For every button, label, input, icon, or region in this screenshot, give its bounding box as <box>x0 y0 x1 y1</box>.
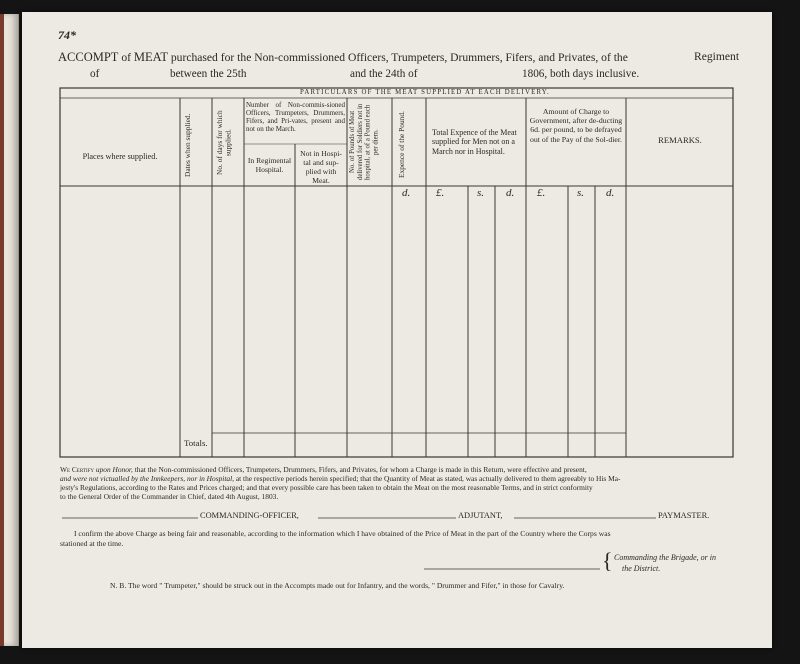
title-and: and the 24th of <box>350 68 418 80</box>
brigade-line-1: Commanding the Brigade, or in <box>614 553 716 562</box>
header-remarks: REMARKS. <box>658 135 702 145</box>
title-meat: MEAT <box>133 50 168 64</box>
header-days: No. of days for which supplied. <box>215 110 233 176</box>
commanding-officer-label: COMMANDING-OFFICER, <box>200 511 299 520</box>
we-certify: We Certify <box>60 465 95 474</box>
unit-d-expence: d. <box>402 187 411 199</box>
unit-pound-total: £. <box>436 187 445 199</box>
nota-bene: N. B. The word " Trumpeter," should be struck out in the Accompts made out for Infantry, and the words, " Drummer and Fifer," in those for Cavalry. <box>110 581 565 590</box>
header-dates: Dates when supplied. <box>183 113 192 177</box>
header-in-regimental-hospital: In Regimental Hospital. <box>247 156 292 174</box>
adjutant-label: ADJUTANT, <box>458 511 503 520</box>
title-line2-of: of <box>90 68 100 80</box>
title-regiment: Regiment <box>694 50 740 63</box>
confirm-line-1: I confirm the above Charge as being fair and reasonable, according to the information which I have obtained of the Price of Meat in the part of the Country where the Corps was <box>74 529 611 538</box>
brace-glyph: { <box>602 548 613 573</box>
title-rest: purchased for the Non-commissioned Officers, Trumpeters, Drummers, Fifers, and Privates, of the <box>170 51 628 64</box>
unit-d-charge: d. <box>606 187 615 199</box>
header-amount-charge: Amount of Charge to Government, after de-ducting 6d. per pound, to be defrayed out of the Pay of the Sol-dier. <box>529 107 623 144</box>
title-of: of <box>121 51 132 64</box>
totals-label: Totals. <box>184 438 208 448</box>
header-number: Number of Non-commis-sioned Officers, Trumpeters, Drummers, Fifers, and Pri-vates, present and not on the March. <box>246 101 345 133</box>
upon-honor: upon Honor, <box>95 465 133 474</box>
brigade-line-2: the District. <box>622 564 661 573</box>
page-number: 74* <box>58 28 76 42</box>
paymaster-label: PAYMASTER. <box>658 511 710 520</box>
unit-s-total: s. <box>477 187 485 199</box>
header-not-in-hospital: Not in Hospi-tal and sup-plied with Meat. <box>300 149 342 185</box>
certify-line-3: jesty's Regulations, according to the Rates and Prices charged; and that every possible care has been taken to obtain the Meat on the most reasonable Terms, and in strict conformity <box>60 483 593 492</box>
unit-d-total: d. <box>506 187 515 199</box>
certify-text-1: that the Non-commissioned Officers, Trumpeters, Drummers, Fifers, and Privates, for whom a Charge is made in this Return, were effective and present, <box>134 465 587 474</box>
book-cover-edge <box>0 14 4 646</box>
document-page <box>22 12 772 648</box>
title-accompt: ACCOMPT <box>58 50 119 64</box>
certify-text-2: at the respective periods herein specified; that the Quantity of Meat as stated, was actually delivered to them agreeably to His Ma- <box>235 474 621 483</box>
header-places: Places where supplied. <box>82 152 158 161</box>
header-pounds: No. of Pounds of Meat delivered for Soldiers not in hospital, at of a Pound each per diem. <box>349 103 380 181</box>
certify-line-4: to the General Order of the Commander in Chief, dated 4th August, 1803. <box>60 492 279 501</box>
header-total-expence: Total Expence of the Meat supplied for Men not on a March nor in Hospital. <box>432 128 517 156</box>
confirm-line-2: stationed at the time. <box>60 539 124 548</box>
unit-s-charge: s. <box>577 187 585 199</box>
title-between: between the 25th <box>170 68 247 80</box>
header-expence-pound: Expence of the Pound. <box>397 111 406 179</box>
table-band-heading: PARTICULARS OF THE MEAT SUPPLIED AT EACH DELIVERY. <box>300 89 550 96</box>
certify-italic: and were not victualled by the Innkeepers, nor in Hospital, <box>60 474 234 483</box>
title-year: 1806, both days inclusive. <box>522 68 640 80</box>
unit-pound-charge: £. <box>537 187 546 199</box>
